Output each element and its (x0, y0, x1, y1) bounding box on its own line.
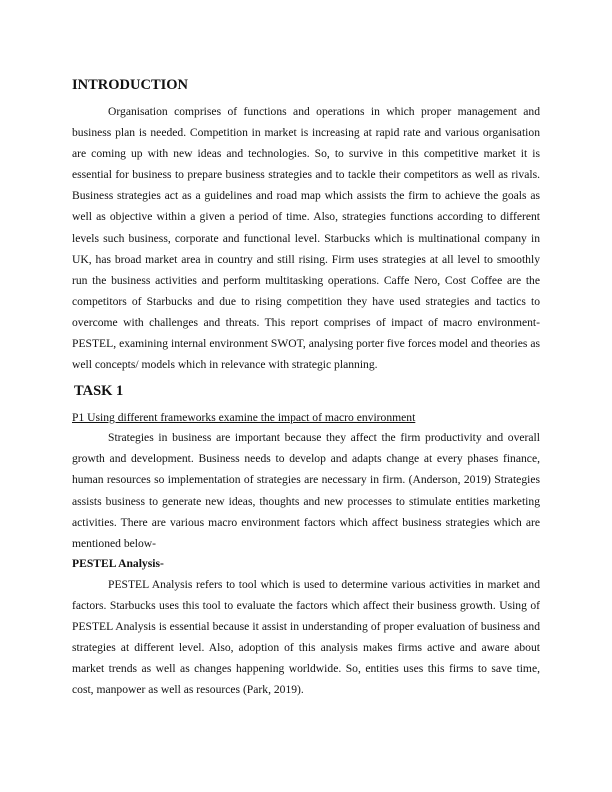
task1-paragraph: Strategies in business are important because they affect the firm productivity and overall growth and development. Business needs to develop and adapts change at every phases finance, human resources so implementation of strategies are necessary in firm. (Anderson, 2019) Strategies assists business to generate new ideas, thoughts and new processes to stimulate entities marketing activities. There are various macro environment factors which affect business strategies which are mentioned below- (72, 431, 540, 550)
document-page (72, 76, 540, 700)
introduction-heading: INTRODUCTION (72, 77, 189, 93)
pestel-heading: PESTEL Analysis- (72, 556, 164, 570)
pestel-paragraph: PESTEL Analysis refers to tool which is used to determine various activities in market and factors. Starbucks uses this tool to evaluate the factors which affect their business growth. Using of PESTEL Analysis is essential because it assist in understanding of proper evaluation of business and strategies at different level. Also, adoption of this analysis makes firms active and aware about market trends as well as changes happening worldwide. So, entities uses this firms to save time, cost, manpower as well as resources (Park, 2019). (72, 577, 540, 697)
introduction-paragraph: Organisation comprises of functions and operations in which proper management and business plan is needed. Competition in market is increasing at rapid rate and various organisation are coming up with new ideas and technologies. So, to survive in this competitive market it is essential for business to prepare business strategies and to tackle their competitors as well as rivals. Business strategies act as a guidelines and road map which assists the firm to achieve the goals as well as objective within a given a period of time. Also, strategies functions according to different levels such business, corporate and functional level. Starbucks which is multinational company in UK, has broad market area in country and still rising. Firm uses strategies at all level to smoothly run the business activities and perform multitasking operations. Caffe Nero, Cost Coffee are the competitors of Starbucks and due to rising competition they have used strategies and tactics to overcome with challenges and threats. This report comprises of impact of macro environment- PESTEL, examining internal environment SWOT, analysing porter five forces model and theories as well concepts/ models which in relevance with strategic planning. (72, 105, 540, 372)
task1-heading: TASK 1 (74, 383, 124, 400)
task1-subheading: P1 Using different frameworks examine the impact of macro environment (72, 411, 416, 425)
